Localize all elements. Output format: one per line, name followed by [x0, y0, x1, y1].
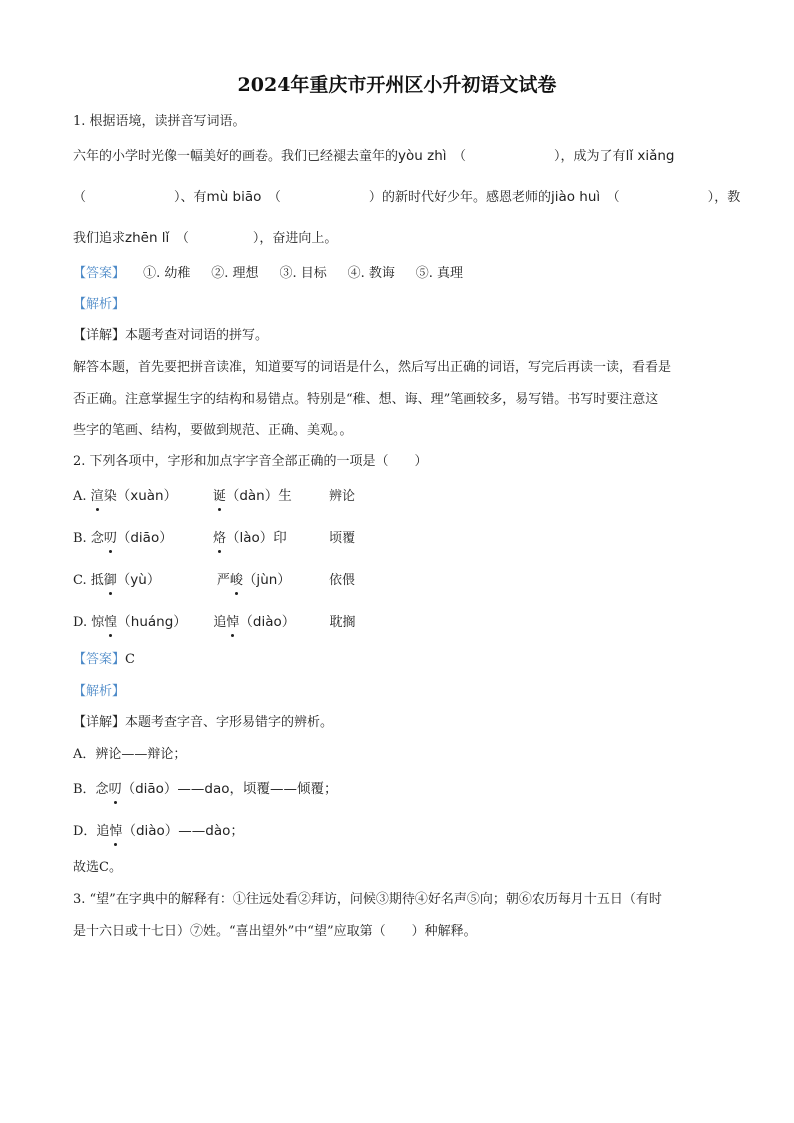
answer-5: ⑤. 真理 [415, 266, 463, 281]
q2-analysis-label: 【解析】 [73, 684, 126, 699]
answer-4: ④. 教诲 [347, 266, 395, 281]
page-title: 2024年重庆市开州区小升初语文试卷 [237, 74, 557, 96]
pinyin-3: mù biāo [206, 189, 262, 205]
answer-label: 【答案】 [73, 652, 126, 667]
q2-stem: 2. 下列各项中，字形和加点字字音全部正确的一项是（ ） [73, 454, 428, 469]
q1-stem: 1. 根据语境，读拼音写词语。 [73, 114, 246, 129]
q2-analysis-a: A．辨论——辩论； [73, 747, 187, 762]
q2-analysis-d: D．追悼（diào）——dào； [73, 823, 244, 839]
q1-explain-2: 否正确。注意掌握生字的结构和易错点。特别是“稚、想、诲、理”笔画较多，易写错。书写时要注意这 [73, 392, 659, 407]
answer-label: 【答案】 [73, 266, 126, 281]
q2-option-b: B. 念叨（diāo） 烙（lào）印 顷覆 [73, 530, 356, 546]
pinyin-5: zhēn lǐ [125, 230, 170, 246]
q2-detail: 【详解】本题考查字音、字形易错字的辨析。 [73, 715, 334, 730]
q1-analysis-label: 【解析】 [73, 297, 126, 312]
answer-1: ①. 幼稚 [143, 266, 191, 281]
q2-option-d: D. 惊惶（huáng） 追悼（diào） 耽搁 [73, 614, 356, 630]
q1-explain-3: 些字的笔画、结构，要做到规范、正确、美观。。 [73, 423, 353, 438]
q2-answer-line [73, 651, 135, 669]
answer-2: ②. 理想 [211, 266, 259, 281]
detail-label: 【详解】 [73, 715, 126, 730]
q3-line-1: 3. “望”在字典中的解释有：①往远处看②拜访，问候③期待④好名声⑤向；朝⑥农历每月十五日（有时 [73, 892, 662, 907]
detail-label: 【详解】 [73, 328, 126, 343]
q1-line-2: （ ）、有mù biāo （ ）的新时代好少年。感恩老师的jiào huì （ ），教 [73, 189, 741, 205]
answer-3: ③. 目标 [279, 266, 327, 281]
q1-detail: 【详解】本题考查对词语的拼写。 [73, 328, 269, 343]
q1-line-1: 六年的小学时光像一幅美好的画卷。我们已经褪去童年的yòu zhì （ ），成为了有lǐ xiǎng [73, 148, 675, 164]
q2-conclusion: 故选C。 [73, 860, 122, 875]
q1-line-3: 我们追求zhēn lǐ （ ），奋进向上。 [73, 230, 338, 246]
q1-explain-1: 解答本题，首先要把拼音读准，知道要写的词语是什么，然后写出正确的词语，写完后再读一读，看看是 [73, 360, 672, 375]
pinyin-2: lǐ xiǎng [625, 148, 675, 164]
pinyin-4: jiào huì [550, 189, 601, 205]
pinyin-1: yòu zhì [398, 148, 447, 164]
q3-line-2: 是十六日或十七日）⑦姓。“喜出望外”中“望”应取第（ ）种解释。 [73, 924, 477, 939]
q2-analysis-b: B．念叨（diāo）——dao，顷覆——倾覆； [73, 781, 338, 797]
q1-answer-line [73, 265, 463, 283]
q2-answer: C [125, 652, 135, 667]
q2-option-c: C. 抵御（yù） 严峻（jùn） 依偎 [73, 572, 356, 588]
q2-option-a: A. 渲染（xuàn） 诞（dàn）生 辨论 [73, 488, 355, 504]
